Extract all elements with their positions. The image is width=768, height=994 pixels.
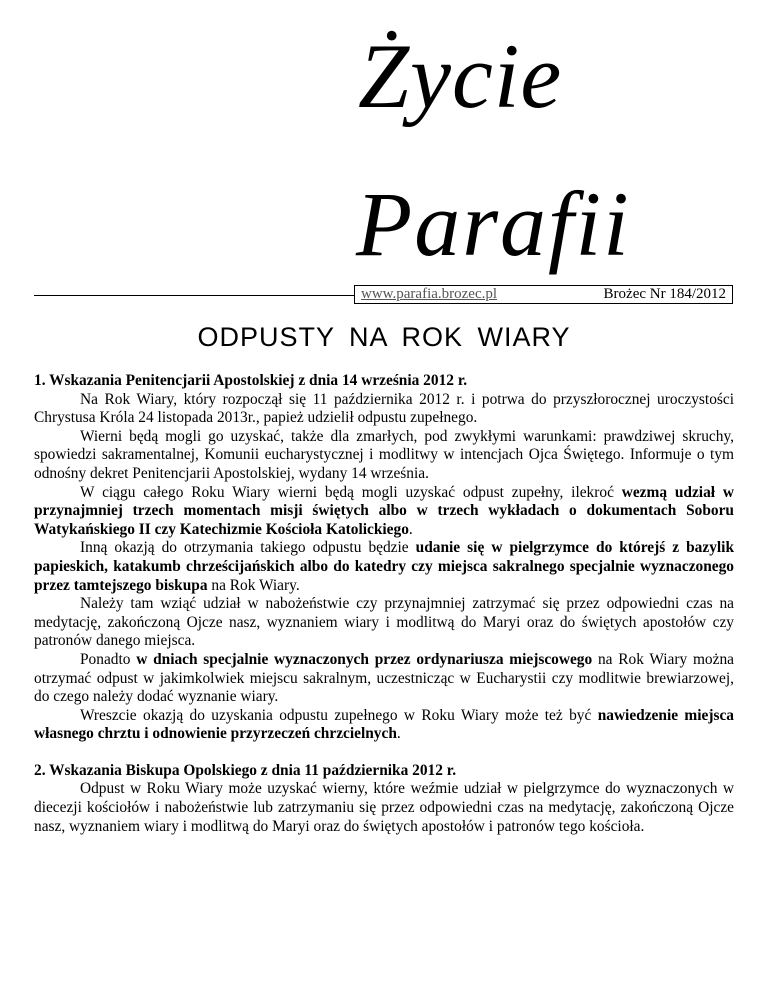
section1-paragraph-2: Wierni będą mogli go uzyskać, także dla zmarłych, pod zwykłymi warunkami: prawdziwej skruchy, spowiedzi sakramentalnej, Komunii eucharystycznej i modlitwy w intencjach Ojca Świętego. Informuje o tym odnośny dekret Penitencjarii Apostolskiej, wydany 14 września. (34, 427, 734, 482)
text-run: na Rok Wiary można otrzymać odpust w jakimkolwiek miejscu sakralnym, uczestnicząc w Eucharystii czy modlitwie brewiarzowej, do czego należy dodać wyznanie wiary. (34, 650, 734, 706)
newsletter-title-line2: Parafii (356, 173, 631, 275)
newsletter-title-line1: Życie (358, 25, 563, 127)
text-run: Wreszcie okazją do uzyskania odpustu zupełnego w Roku Wiary może też być (80, 706, 598, 724)
text-run: na Rok Wiary. (207, 576, 300, 594)
text-run: Inną okazją do otrzymania takiego odpustu będzie (80, 539, 416, 557)
emphasis-run: w dniach specjalnie wyznaczonych przez ordynariusza miejscowego (136, 650, 593, 668)
masthead (0, 0, 768, 310)
text-run: Ponadto (80, 650, 137, 668)
section1-paragraph-1: Na Rok Wiary, który rozpoczął się 11 października 2012 r. i potrwa do przyszłorocznej uroczystości Chrystusa Króla 24 listopada 2013r., papież udzielił odpustu zupełnego. (34, 390, 734, 427)
text-run: . (396, 725, 401, 743)
text-run: . (408, 520, 413, 538)
section1-paragraph-4 (34, 539, 734, 595)
section2-heading: 2. Wskazania Biskupa Opolskiego z dnia 11 października 2012 r. (34, 761, 457, 779)
text-run: W ciągu całego Roku Wiary wierni będą mogli uzyskać odpust zupełny, ilekroć (80, 483, 622, 501)
section2-paragraph-1: Odpust w Roku Wiary może uzyskać wierny, które weźmie udział w pielgrzymce do wyznaczonych w diecezji kościołów i nabożeństwie lub zatrzymaniu się przez odpowiedni czas na medytację, zakończoną Ojcze nasz, wyznaniem wiary i modlitwą do Maryi oraz do świętych apostołów i patronów tego kościoła. (34, 780, 734, 835)
section1-paragraph-6 (34, 651, 734, 707)
parish-website-link[interactable]: www.parafia.brozec.pl (361, 286, 498, 302)
emphasis-run: udanie się w pielgrzymce do którejś z bazylik papieskich, katakumb chrześcijańskich albo do katedry czy miejsca sakralnego specjalnie wyznaczonego przez tamtejszego biskupa (34, 539, 735, 594)
masthead-info-box (354, 285, 733, 304)
section1-paragraph-3 (34, 484, 734, 540)
issue-number: Brożec Nr 184/2012 (603, 286, 726, 302)
section1-paragraph-5: Należy tam wziąć udział w nabożeństwie czy przynajmniej zatrzymać się przez odpowiedni czas na medytację, zakończoną Ojcze nasz, wyznaniem wiary i modlitwą do Maryi oraz do świętych apostołów czy patronów danego miejsca. (34, 595, 734, 650)
section1-paragraph-7 (34, 707, 734, 744)
emphasis-run: nawiedzenie miejsca własnego chrztu i odnowienie przyrzeczeń chrzcielnych (34, 706, 734, 743)
page-headline: ODPUSTY NA ROK WIARY (197, 322, 571, 352)
emphasis-run: wezmą udział w przynajmniej trzech momentach misji świętych albo w trzech wykładach o dokumentach Soboru Watykańskiego II czy Katechizmie Kościoła Katolickiego (34, 483, 734, 538)
masthead-rule (34, 295, 354, 296)
article-body (34, 372, 734, 836)
section1-heading: 1. Wskazania Penitencjarii Apostolskiej z dnia 14 września 2012 r. (34, 372, 468, 389)
